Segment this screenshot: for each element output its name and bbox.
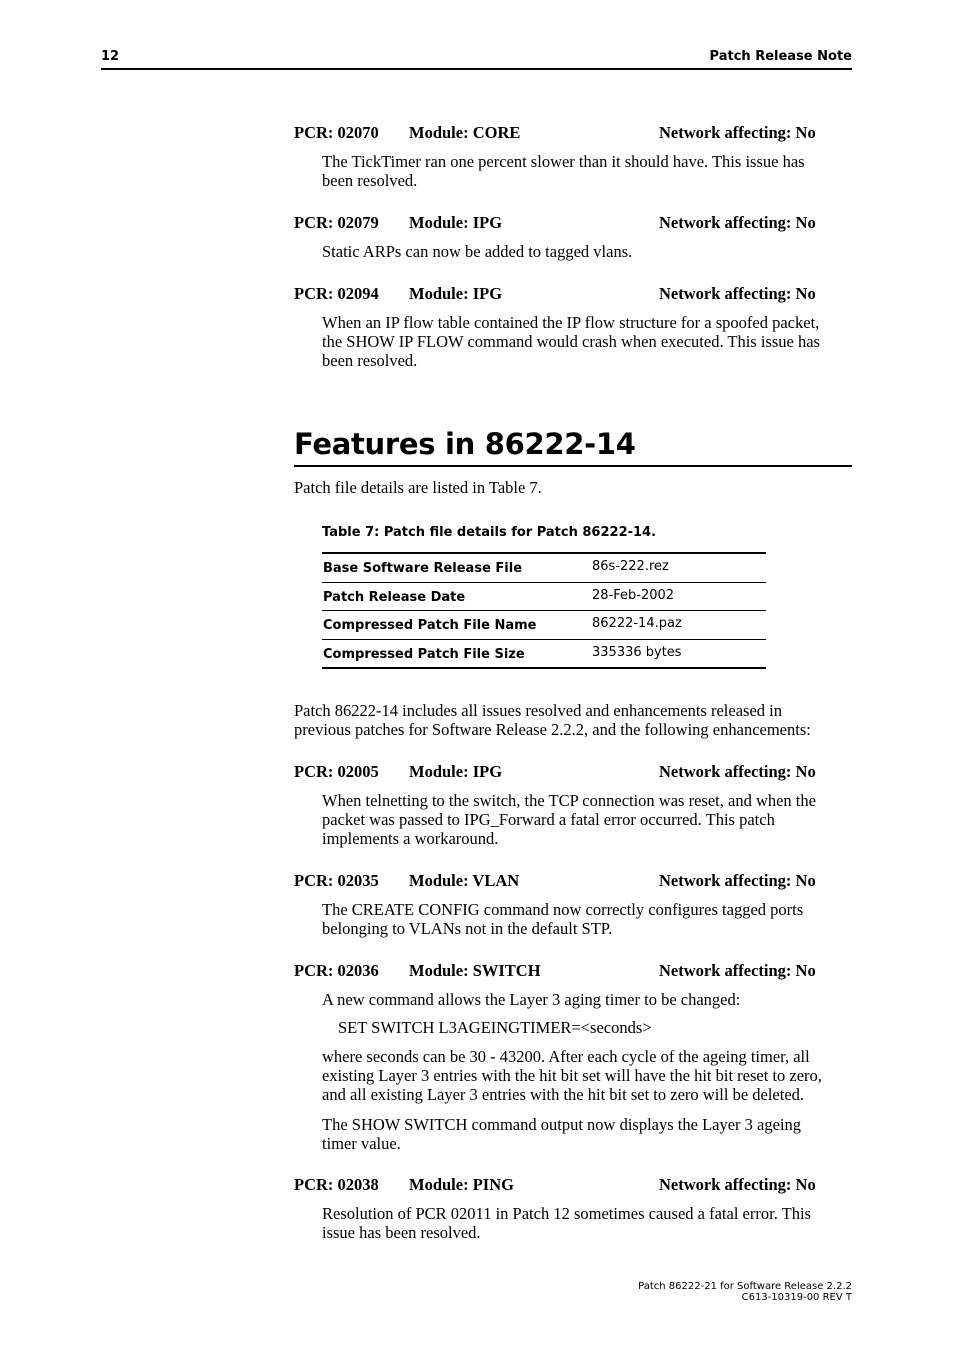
text-line: When an IP flow table contained the IP flow structure for a spoofed packet, (322, 313, 820, 332)
pcr-heading (294, 284, 854, 304)
pcr-module: Module: PING (409, 1175, 514, 1194)
pcr-network-affecting: Network affecting: No (659, 762, 816, 781)
pcr-module: Module: CORE (409, 123, 521, 142)
pcr-number: PCR: 02035 (294, 871, 379, 890)
text-line: been resolved. (322, 351, 418, 371)
text-line: The SHOW SWITCH command output now displays the Layer 3 ageing (322, 1115, 802, 1134)
table-row (322, 611, 766, 640)
text-line: been resolved. (322, 171, 418, 191)
text-line: where seconds can be 30 - 43200. After each cycle of the ageing timer, all (322, 1047, 810, 1066)
table-key: Compressed Patch File Size (323, 646, 525, 662)
pcr-network-affecting: Network affecting: No (659, 123, 816, 142)
text-line: Static ARPs can now be added to tagged vlans. (322, 242, 633, 261)
pcr-module: Module: VLAN (409, 871, 520, 890)
pcr-network-affecting: Network affecting: No (659, 1175, 816, 1194)
pcr-description (322, 900, 854, 938)
pcr-description (322, 152, 854, 190)
text-line: Resolution of PCR 02011 in Patch 12 sometimes caused a fatal error. This (322, 1204, 811, 1223)
pcr-description-continued (322, 1047, 854, 1105)
table-key: Compressed Patch File Name (323, 618, 537, 633)
pcr-heading (294, 871, 854, 891)
text-line: previous patches for Software Release 2.2.2, and the following enhancements: (294, 720, 811, 740)
pcr-module: Module: SWITCH (409, 961, 541, 980)
table-key: Base Software Release File (323, 561, 523, 576)
text-line: and all existing Layer 3 entries with the hit bit set to zero will be deleted. (322, 1085, 805, 1105)
pcr-heading (294, 1175, 854, 1195)
section-title: Features in 86222-14 (294, 427, 636, 461)
pcr-network-affecting: Network affecting: No (659, 284, 816, 303)
page-number: 12 (101, 49, 120, 64)
text-line: A new command allows the Layer 3 aging timer to be changed: (322, 990, 741, 1009)
text-line: Patch 86222-14 includes all issues resolved and enhancements released in (294, 701, 782, 720)
pcr-description-continued (322, 1115, 854, 1153)
pcr-number: PCR: 02005 (294, 762, 379, 781)
pcr-number: PCR: 02094 (294, 284, 379, 303)
table-caption: Table 7: Patch file details for Patch 86222-14. (322, 525, 657, 540)
text-line: implements a workaround. (322, 829, 499, 849)
text-line: The TickTimer ran one percent slower than it should have. This issue has (322, 152, 805, 171)
pcr-heading (294, 762, 854, 782)
pcr-number: PCR: 02079 (294, 213, 379, 232)
pcr-description (322, 990, 854, 1009)
pcr-network-affecting: Network affecting: No (659, 871, 816, 890)
pcr-description (322, 1204, 854, 1242)
footer-line: Patch 86222-21 for Software Release 2.2.2 (638, 1281, 852, 1292)
text-line: the SHOW IP FLOW command would crash when executed. This issue has (322, 332, 820, 352)
pcr-description (322, 791, 854, 849)
text-line: The CREATE CONFIG command now correctly configures tagged ports (322, 900, 804, 919)
section-intro: Patch file details are listed in Table 7. (294, 478, 542, 497)
table-row (322, 554, 766, 583)
running-header-title: Patch Release Note (709, 49, 852, 64)
text-line: existing Layer 3 entries with the hit bit set will have the hit bit reset to zero, (322, 1066, 822, 1086)
page-footer (638, 1281, 852, 1303)
pcr-module: Module: IPG (409, 762, 503, 781)
text-line: When telnetting to the switch, the TCP connection was reset, and when the (322, 791, 816, 810)
command-example: SET SWITCH L3AGEINGTIMER=<seconds> (338, 1018, 652, 1037)
pcr-module: Module: IPG (409, 213, 503, 232)
table-value: 28-Feb-2002 (592, 587, 675, 603)
table-row (322, 583, 766, 612)
pcr-heading (294, 123, 854, 143)
text-line: belonging to VLANs not in the default STP. (322, 919, 613, 939)
pcr-number: PCR: 02070 (294, 123, 379, 142)
section-summary (294, 701, 854, 739)
text-line: issue has been resolved. (322, 1223, 481, 1243)
text-line: timer value. (322, 1134, 401, 1154)
pcr-number: PCR: 02038 (294, 1175, 379, 1194)
footer-line: C613-10319-00 REV T (741, 1292, 852, 1303)
pcr-heading (294, 213, 854, 233)
pcr-network-affecting: Network affecting: No (659, 961, 816, 980)
table-value: 86222-14.paz (592, 616, 682, 631)
pcr-module: Module: IPG (409, 284, 503, 303)
table-value: 86s-222.rez (592, 559, 669, 574)
pcr-heading (294, 961, 854, 981)
patch-details-table (322, 552, 766, 669)
text-line: packet was passed to IPG_Forward a fatal error occurred. This patch (322, 810, 775, 830)
table-key: Patch Release Date (323, 589, 466, 605)
header-rule (101, 68, 852, 70)
table-row (322, 640, 766, 670)
pcr-description (322, 242, 854, 261)
pcr-description (322, 313, 854, 371)
pcr-network-affecting: Network affecting: No (659, 213, 816, 232)
table-value: 335336 bytes (592, 644, 682, 660)
section-rule (294, 465, 852, 467)
pcr-number: PCR: 02036 (294, 961, 379, 980)
